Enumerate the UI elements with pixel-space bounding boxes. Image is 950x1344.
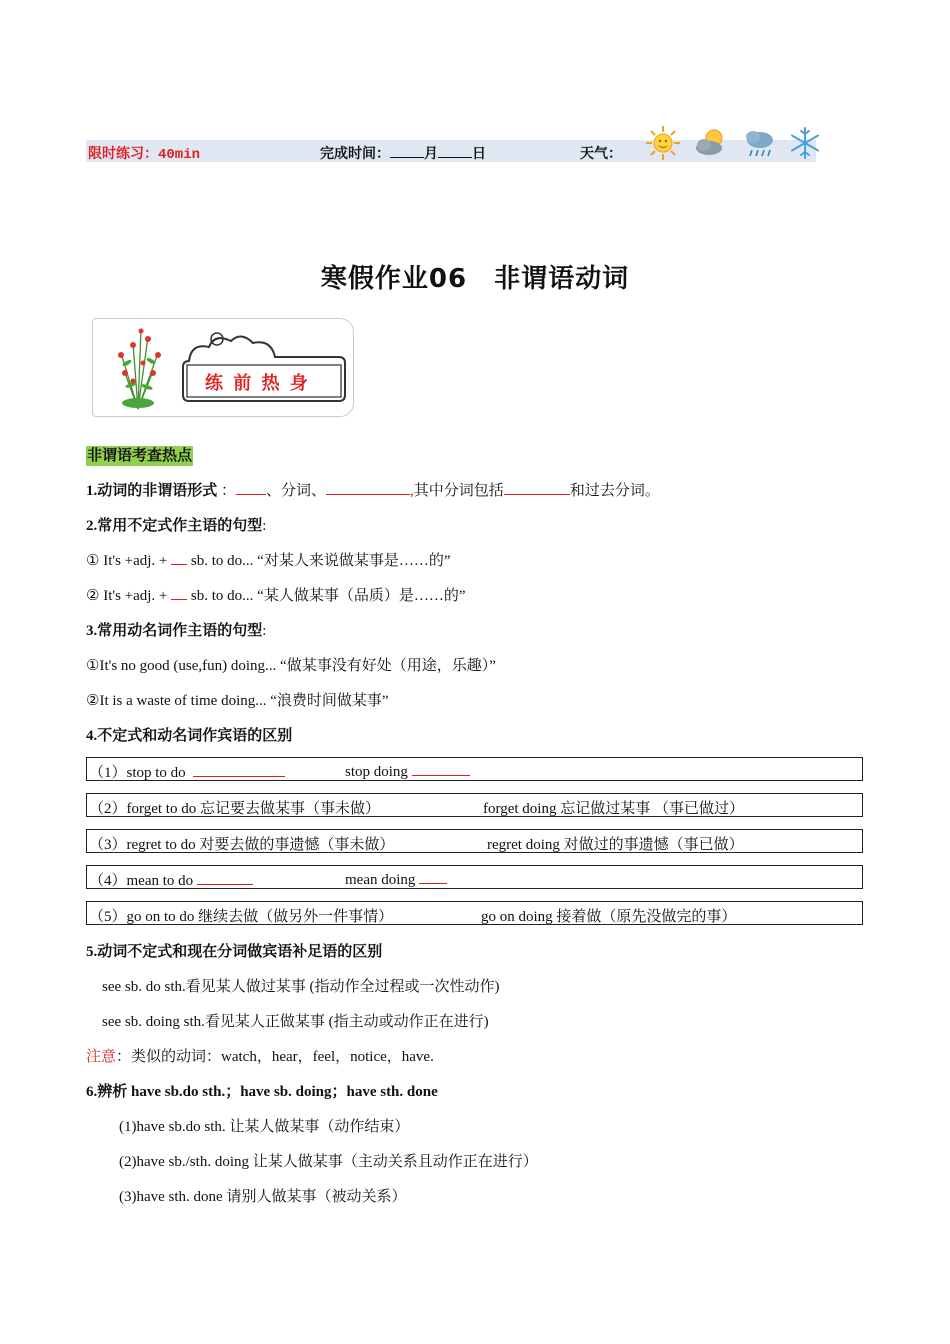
row4-blank-2[interactable] [419, 869, 447, 884]
q5-heading: 5.动词不定式和现在分词做宾语补足语的区别 [86, 944, 383, 960]
q6-b: (2)have sb./sth. doing 让某人做某事（主动关系且动作正在进行） [119, 1154, 538, 1170]
table-row: （4）mean to do mean doing [86, 865, 863, 889]
warmup-banner [92, 318, 354, 417]
weather-label: 天气： [580, 147, 622, 162]
sun-icon[interactable] [644, 124, 682, 162]
q6-heading: 6.辨析 have sb.do sth.；have sb. doing；have sth. done [86, 1084, 438, 1100]
q2-blank-1[interactable] [171, 550, 187, 565]
q3-heading: 3.常用动名词作主语的句型: [86, 623, 267, 639]
q3-a: ①It's no good (use,fun) doing... “做某事没有好处（用途，乐趣）” [86, 658, 496, 674]
row1-blank-2[interactable] [412, 761, 470, 776]
q5-b: see sb. doing sth.看见某人正做某事 (指主动或动作正在进行) [102, 1014, 489, 1030]
q1-line: 1.动词的非谓语形式 ： 、分词、 ,其中分词包括 和过去分词。 [86, 479, 660, 500]
rain-cloud-icon[interactable] [740, 124, 778, 162]
q3-b: ②It is a waste of time doing... “浪费时间做某事” [86, 693, 389, 709]
flower-plant-icon [103, 323, 173, 411]
q2-a: ① It's +adj. + sb. to do... “对某人来说做某事是……的” [86, 549, 450, 570]
table-row: （1）stop to do stop doing [86, 757, 863, 781]
q1-blank-2[interactable] [326, 480, 410, 495]
q2-heading: 2.常用不定式作主语的句型: [86, 518, 267, 534]
section-heading: 非谓语考查热点 [87, 448, 193, 464]
q1-blank-3[interactable] [504, 480, 570, 495]
snowflake-icon[interactable] [786, 124, 824, 162]
row4-blank-1[interactable] [197, 870, 253, 885]
table-row: （5）go on to do 继续去做（做另外一件事情） go on doing 接着做（原先没做完的事） [86, 901, 863, 925]
q5-note: 注意：类似的动词：watch，hear，feel，notice，have. [86, 1049, 434, 1065]
q6-a: (1)have sb.do sth. 让某人做某事（动作结束） [119, 1119, 410, 1135]
completion-time-label: 完成时间： 月 日 [320, 147, 486, 162]
row1-blank-1[interactable] [193, 762, 285, 777]
warmup-banner-text: 练 前 热 身 [205, 373, 310, 394]
q2-blank-2[interactable] [171, 585, 187, 600]
practice-time-label: 限时练习：40min [88, 147, 201, 163]
table-row: （3）regret to do 对要去做的事遗憾（事未做） regret doing 对做过的事遗憾（事已做） [86, 829, 863, 853]
table-row: （2）forget to do 忘记要去做某事（事未做） forget doing 忘记做过某事 （事已做过） [86, 793, 863, 817]
q6-c: (3)have sth. done 请别人做某事（被动关系） [119, 1189, 407, 1205]
q2-b: ② It's +adj. + sb. to do... “某人做某事（品质）是……的” [86, 584, 465, 605]
q4-heading: 4.不定式和动名词作宾语的区别 [86, 728, 293, 744]
q5-a: see sb. do sth.看见某人做过某事 (指动作全过程或一次性动作) [102, 979, 500, 995]
partly-cloudy-icon[interactable] [692, 124, 730, 162]
q1-blank-1[interactable] [236, 480, 266, 495]
page-title: 寒假作业06 非谓语动词 [320, 264, 630, 294]
